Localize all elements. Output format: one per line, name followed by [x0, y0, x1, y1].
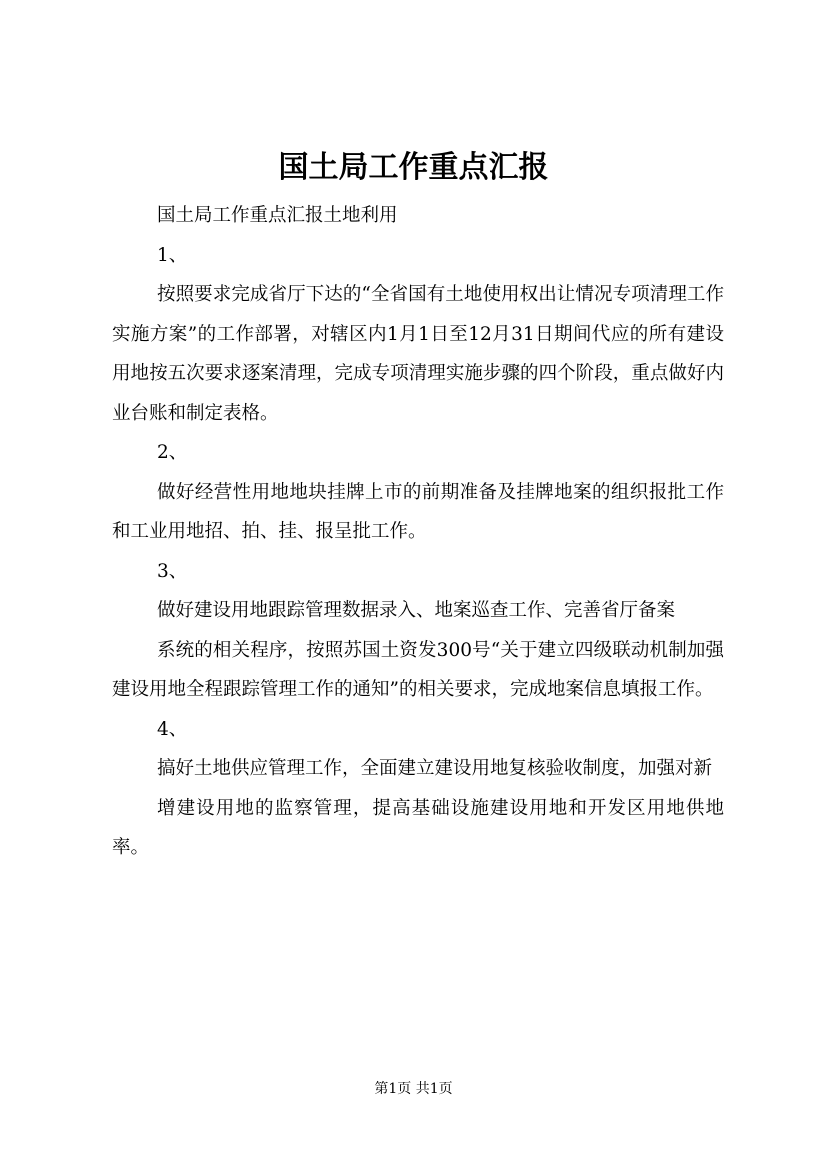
paragraph: 按照要求完成省厅下达的“全省国有土地使用权出让情况专项清理工作实施方案”的工作部署，对辖区内1月1日至12月31日期间代应的所有建设用地按五次要求逐案清理，完成专项清理实施步骤的四个阶段，重点做好内业台账和制定表格。: [112, 284, 724, 424]
paragraph: 搞好土地供应管理工作，全面建立建设用地复核验收制度，加强对新: [157, 758, 713, 779]
document-body: [112, 196, 724, 868]
document-title: 国土局工作重点汇报: [278, 150, 549, 185]
paragraph: 国土局工作重点汇报土地利用: [157, 205, 398, 226]
paragraph: 4、: [157, 718, 188, 740]
paragraph: 做好经营性用地地块挂牌上市的前期准备及挂牌地案的组织报批工作和工业用地招、拍、挂、报呈批工作。: [112, 481, 724, 542]
paragraph: 做好建设用地跟踪管理数据录入、地案巡查工作、完善省厅备案: [157, 600, 676, 621]
paragraph: 系统的相关程序，按照苏国土资发300号“关于建立四级联动机制加强建设用地全程跟踪管理工作的通知”的相关要求，完成地案信息填报工作。: [112, 639, 724, 700]
page-footer: 第1页 共1页: [374, 1081, 453, 1097]
paragraph: 1、: [157, 244, 188, 266]
paragraph: 3、: [157, 560, 188, 582]
paragraph: 增建设用地的监察管理，提高基础设施建设用地和开发区用地供地率。: [112, 797, 724, 858]
paragraph: 2、: [157, 442, 188, 463]
